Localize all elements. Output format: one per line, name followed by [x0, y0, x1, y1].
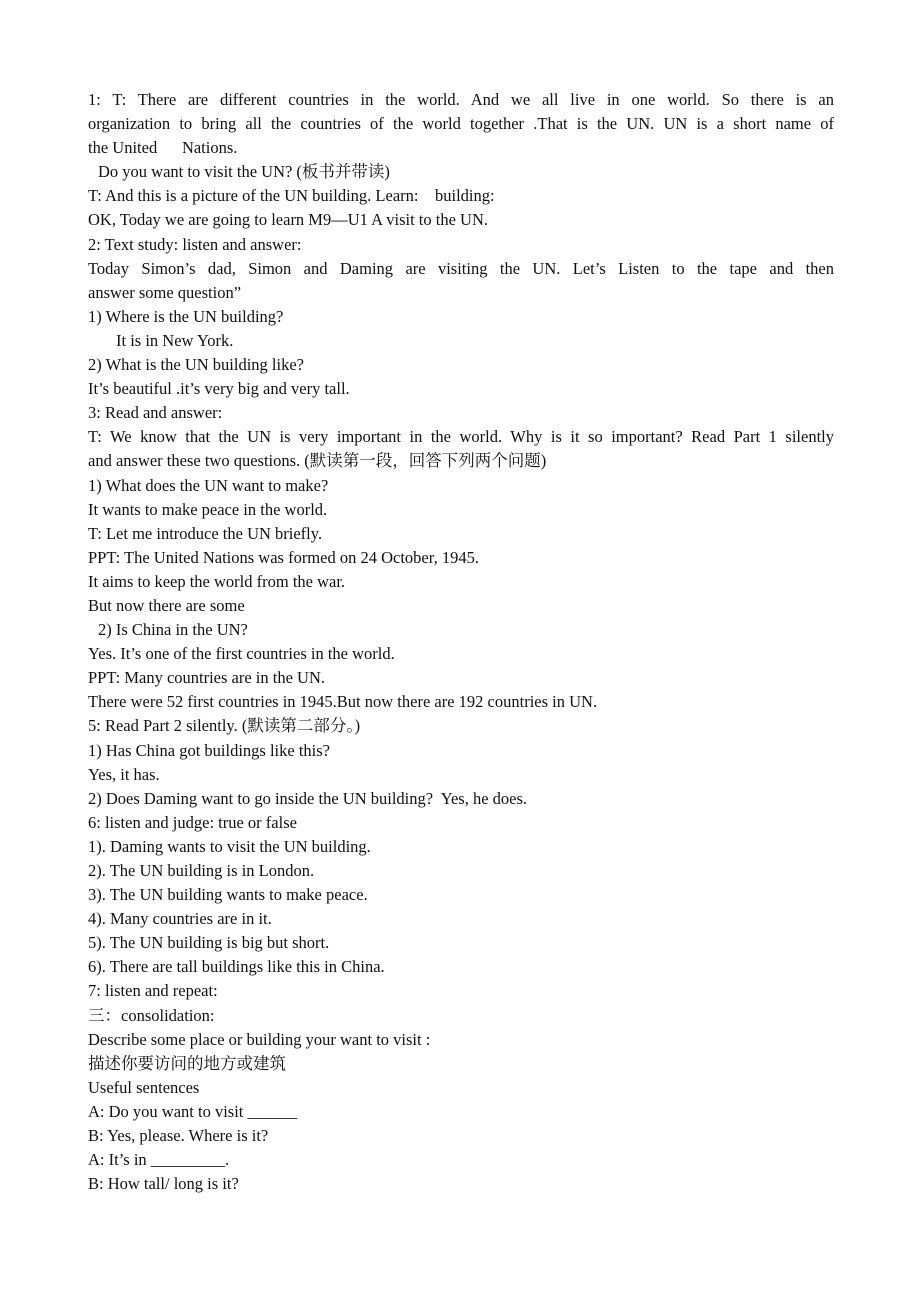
statement-line: 1). Daming wants to visit the UN building. — [88, 836, 371, 856]
question-line: 1) What does the UN want to make? — [88, 475, 329, 495]
text-line: T: We know that the UN is very important in the world. Why is it so important? Read Part 1 silently — [88, 427, 834, 447]
question-line: 1) Has China got buildings like this? — [88, 740, 330, 760]
text-line: Today Simon’s dad, Simon and Daming are visiting the UN. Let’s Listen to the tape and then — [88, 258, 834, 278]
text-line: Useful sentences — [88, 1077, 200, 1097]
section-heading: 5: Read Part 2 silently. (默读第二部分。) — [88, 716, 361, 736]
dialogue-line: A: Do you want to visit ______ — [88, 1101, 297, 1121]
statement-line: 6). There are tall buildings like this in China. — [88, 957, 385, 977]
text-line: T: And this is a picture of the UN building. Learn: building: — [88, 186, 495, 206]
text-line: PPT: Many countries are in the UN. — [88, 668, 326, 688]
question-line: 2) What is the UN building like? — [88, 355, 304, 375]
answer-line: Yes, it has. — [88, 764, 160, 784]
answer-line: Yes. It’s one of the first countries in the world. — [88, 644, 395, 664]
text-line: the United Nations. — [88, 138, 238, 158]
text-line: Describe some place or building your want to visit : — [88, 1029, 431, 1049]
text-line: 描述你要访问的地方或建筑 — [88, 1053, 286, 1073]
question-line: 2) Is China in the UN? — [98, 620, 248, 640]
text-line: answer some question” — [88, 282, 242, 302]
answer-line: It wants to make peace in the world. — [88, 499, 328, 519]
section-heading: 三：consolidation: — [88, 1005, 215, 1025]
text-line: organization to bring all the countries of the world together .That is the UN. UN is a short name of — [88, 114, 834, 134]
text-line: 1: T: There are different countries in the world. And we all live in one world. So there is an — [88, 90, 834, 109]
question-line: 1) Where is the UN building? — [88, 306, 284, 326]
text-line: and answer these two questions. (默读第一段，回答下列两个问题) — [88, 451, 547, 471]
section-heading: 2: Text study: listen and answer: — [88, 234, 302, 254]
text-line: There were 52 first countries in 1945.But now there are 192 countries in UN. — [88, 692, 598, 712]
text-line: Do you want to visit the UN? (板书并带读) — [98, 162, 390, 182]
section-heading: 3: Read and answer: — [88, 403, 223, 423]
dialogue-line: B: How tall/ long is it? — [88, 1174, 239, 1194]
document-page — [88, 88, 834, 1196]
statement-line: 5). The UN building is big but short. — [88, 933, 330, 953]
text-line: PPT: The United Nations was formed on 24 October, 1945. — [88, 547, 479, 567]
text-line: T: Let me introduce the UN briefly. — [88, 523, 323, 543]
answer-line: It is in New York. — [116, 330, 234, 350]
dialogue-line: B: Yes, please. Where is it? — [88, 1126, 269, 1146]
statement-line: 4). Many countries are in it. — [88, 909, 272, 929]
statement-line: 3). The UN building wants to make peace. — [88, 885, 368, 905]
text-line: It aims to keep the world from the war. — [88, 571, 346, 591]
text-line: OK, Today we are going to learn M9—U1 A visit to the UN. — [88, 210, 488, 230]
section-heading: 7: listen and repeat: — [88, 981, 218, 1001]
dialogue-line: A: It’s in _________. — [88, 1150, 230, 1170]
text-line: But now there are some — [88, 595, 245, 615]
section-heading: 6: listen and judge: true or false — [88, 812, 297, 832]
answer-line: It’s beautiful .it’s very big and very tall. — [88, 379, 350, 399]
question-line: 2) Does Daming want to go inside the UN building? Yes, he does. — [88, 788, 528, 808]
statement-line: 2). The UN building is in London. — [88, 861, 315, 880]
